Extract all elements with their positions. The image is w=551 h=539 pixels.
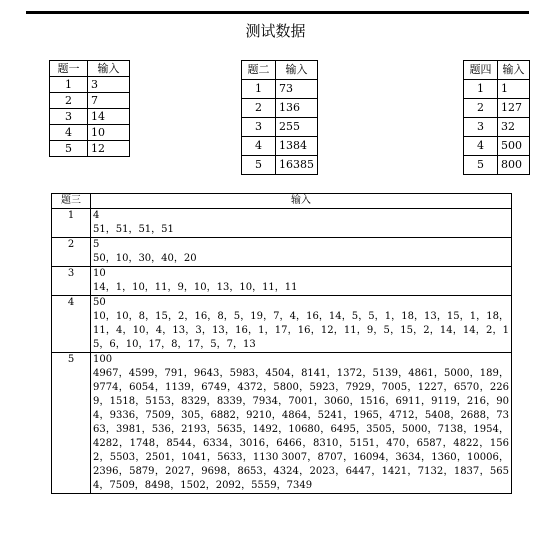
- table-row: [464, 118, 530, 137]
- input-values: 50，10，30，40，20: [93, 253, 197, 264]
- row-index: 5: [50, 141, 88, 157]
- column-header: 输入: [88, 61, 130, 77]
- table-row: [50, 109, 130, 125]
- input-count: 50: [93, 297, 106, 308]
- input-values: 51，51，51，51: [93, 224, 174, 235]
- table-row: [50, 77, 130, 93]
- input-values: 14，1，10，11，9，10，13，10，11，11: [93, 282, 298, 293]
- table-row: [50, 125, 130, 141]
- input-cell: [91, 353, 512, 494]
- table-row: [464, 156, 530, 175]
- table-header-row: [464, 61, 530, 80]
- input-cell: [91, 296, 512, 353]
- table-row: [242, 118, 318, 137]
- row-index: 5: [464, 156, 498, 175]
- table-row: [242, 137, 318, 156]
- input-values: 4967，4599，791，9643，5983，4504，8141，1372，5139，4861，5000，189，9774，6054，1139，6749，4372，5800，5923，7929，7005，1227，6570，2269，1518，5153，8329，8339，7934，7001，3060，1516，6911，9119，216，904，9336，7509，305，6882，9210，4864，5241，1965，4712，5408，2688，7363，3981，536，2193，5635，1492，10680，6495，3505，5000，7138，1954，4282，1748，8544，6334，3016，6466，8310，5151，470，6587，4822，1562，5503，2501，1041，5633，1130 3007，8707，16094，3634，1360，10006，2396，5879，2027，9698，8653，4324，2023，6447，1421，7132，1837，5654，7509，8498，1502，2092，5559，7349: [93, 368, 509, 491]
- table-row: [464, 80, 530, 99]
- row-index: 1: [52, 209, 91, 238]
- input-value: 32: [498, 118, 530, 137]
- table-row: [242, 80, 318, 99]
- row-index: 2: [242, 99, 276, 118]
- row-index: 1: [242, 80, 276, 99]
- row-index: 2: [50, 93, 88, 109]
- row-index: 4: [50, 125, 88, 141]
- input-count: 4: [93, 210, 100, 221]
- row-index: 4: [464, 137, 498, 156]
- input-value: 7: [88, 93, 130, 109]
- table-q4: [463, 60, 530, 175]
- table-header-row: [52, 194, 512, 209]
- input-cell: [91, 267, 512, 296]
- input-cell: [91, 209, 512, 238]
- table-q1: [49, 60, 130, 157]
- input-cell: [91, 238, 512, 267]
- row-index: 4: [242, 137, 276, 156]
- row-index: 3: [52, 267, 91, 296]
- table-row: [52, 209, 512, 238]
- row-index: 3: [242, 118, 276, 137]
- input-value: 127: [498, 99, 530, 118]
- input-values: 10，10，8，15，2，16，8，5，19，7，4，16，14，5，5，1，18，13，15，1，18，11，4，10，4，13，3，13，16，1，17，16，12，11，9，5，15，2，14，14，2，15，6，10，17，8，17，5，7，13: [93, 311, 509, 350]
- input-count: 10: [93, 268, 106, 279]
- input-value: 16385: [276, 156, 318, 175]
- input-value: 800: [498, 156, 530, 175]
- row-index: 1: [464, 80, 498, 99]
- row-index: 1: [50, 77, 88, 93]
- row-index: 2: [464, 99, 498, 118]
- table-row: [52, 353, 512, 494]
- input-value: 73: [276, 80, 318, 99]
- table-header-row: [50, 61, 130, 77]
- column-header: 输入: [498, 61, 530, 80]
- input-value: 255: [276, 118, 318, 137]
- column-header: 题一: [50, 61, 88, 77]
- row-index: 3: [464, 118, 498, 137]
- column-header: 题四: [464, 61, 498, 80]
- column-header: 题二: [242, 61, 276, 80]
- row-index: 2: [52, 238, 91, 267]
- input-value: 136: [276, 99, 318, 118]
- table-row: [52, 267, 512, 296]
- input-value: 1384: [276, 137, 318, 156]
- top-rule: [26, 11, 529, 14]
- table-row: [52, 238, 512, 267]
- input-value: 3: [88, 77, 130, 93]
- table-row: [50, 93, 130, 109]
- input-value: 12: [88, 141, 130, 157]
- table-row: [242, 99, 318, 118]
- input-value: 14: [88, 109, 130, 125]
- input-value: 1: [498, 80, 530, 99]
- table-row: [464, 99, 530, 118]
- row-index: 5: [242, 156, 276, 175]
- input-value: 10: [88, 125, 130, 141]
- column-header: 输入: [276, 61, 318, 80]
- table-q2: [241, 60, 318, 175]
- table-q3: [51, 193, 512, 494]
- table-row: [50, 141, 130, 157]
- column-header: 题三: [52, 194, 91, 209]
- row-index: 4: [52, 296, 91, 353]
- column-header: 输入: [91, 194, 512, 209]
- table-header-row: [242, 61, 318, 80]
- table-row: [242, 156, 318, 175]
- row-index: 5: [52, 353, 91, 494]
- row-index: 3: [50, 109, 88, 125]
- table-row: [52, 296, 512, 353]
- input-value: 500: [498, 137, 530, 156]
- input-count: 5: [93, 239, 100, 250]
- input-count: 100: [93, 354, 113, 365]
- page-title: 测试数据: [245, 22, 306, 40]
- table-row: [464, 137, 530, 156]
